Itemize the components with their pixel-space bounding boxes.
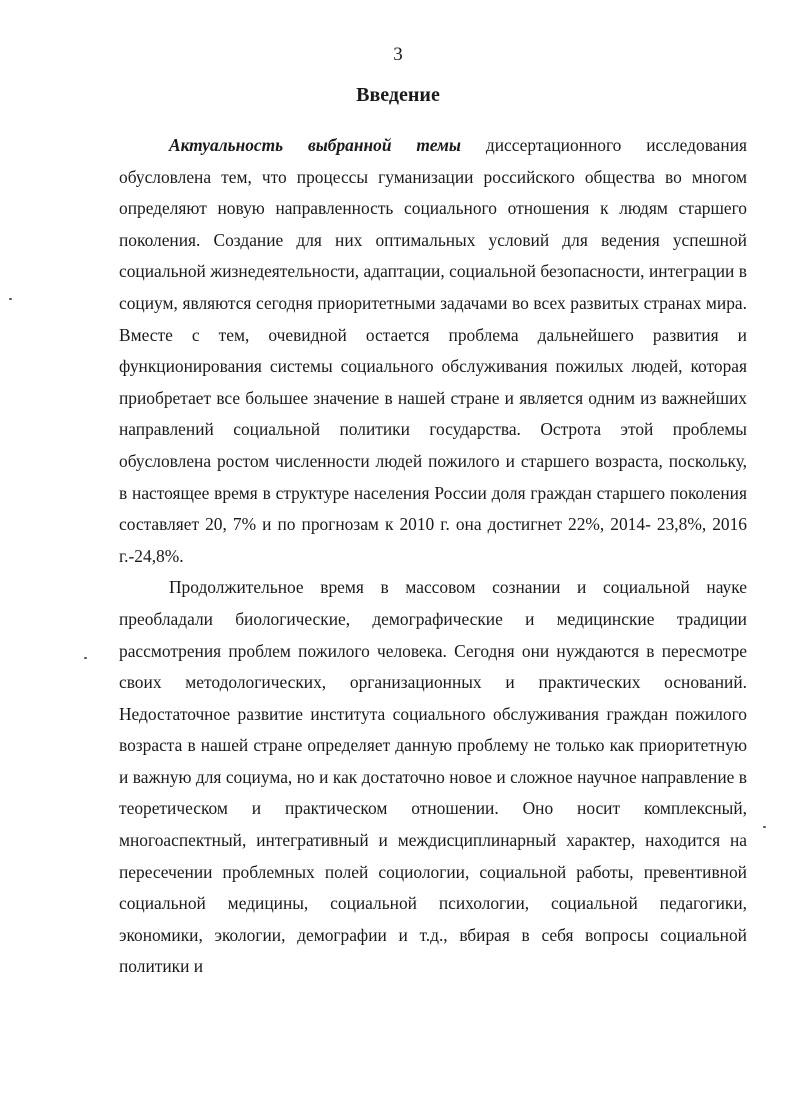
paragraph-background xyxy=(119,572,747,983)
section-title: Введение xyxy=(356,84,440,106)
paragraph-text: Продолжительное время в массовом сознании и социальной науке преобладали биологические, демографические и медицинские традиции рассмотрения проблем пожилого человека. Сегодня они нуждаются в пересмотре своих методологических, организационных и практических оснований. Недостаточное развитие института социального обслуживания граждан пожилого возраста в нашей стране определяет данную проблему не только как приоритетную и важную для социума, но и как достаточно новое и сложное научное направление в теоретическом и практическом отношении. Оно носит комплексный, многоаспектный, интегративный и междисциплинарный характер, находится на пересечении проблемных полей социологии, социальной работы, превентивной социальной медицины, социальной психологии, социальной педагогики, экономики, экологии, демографии и т.д., вбирая в себя вопросы социальной политики и xyxy=(119,577,747,977)
page-number: 3 xyxy=(393,44,403,65)
paragraph-text: диссертационного исследования обусловлена тем, что процессы гуманизации российского общества во многом определяют новую направленность социального отношения к людям старшего поколения. Создание для них оптимальных условий для ведения успешной социальной жизнедеятельности, адаптации, социальной безопасности, интеграции в социум, являются сегодня приоритетными задачами во всех развитых странах мира. Вместе с тем, очевидной остается проблема дальнейшего развития и функционирования системы социального обслуживания пожилых людей, которая приобретает все большее значение в нашей стране и является одним из важнейших направлений социальной политики государства. Острота этой проблемы обусловлена ростом численности людей пожилого и старшего возраста, поскольку, в настоящее время в структуре населения России доля граждан старшего поколения составляет 20, 7% и по прогнозам к 2010 г. она достигнет 22%, 2014- 23,8%, 2016 г.-24,8%. xyxy=(119,135,748,566)
scan-speck xyxy=(84,657,87,659)
body-text xyxy=(119,130,747,983)
scan-speck xyxy=(9,298,12,300)
paragraph-relevance xyxy=(119,130,747,572)
scan-speck xyxy=(763,826,766,828)
paragraph-lead-phrase: Актуальность выбранной темы xyxy=(169,135,461,155)
